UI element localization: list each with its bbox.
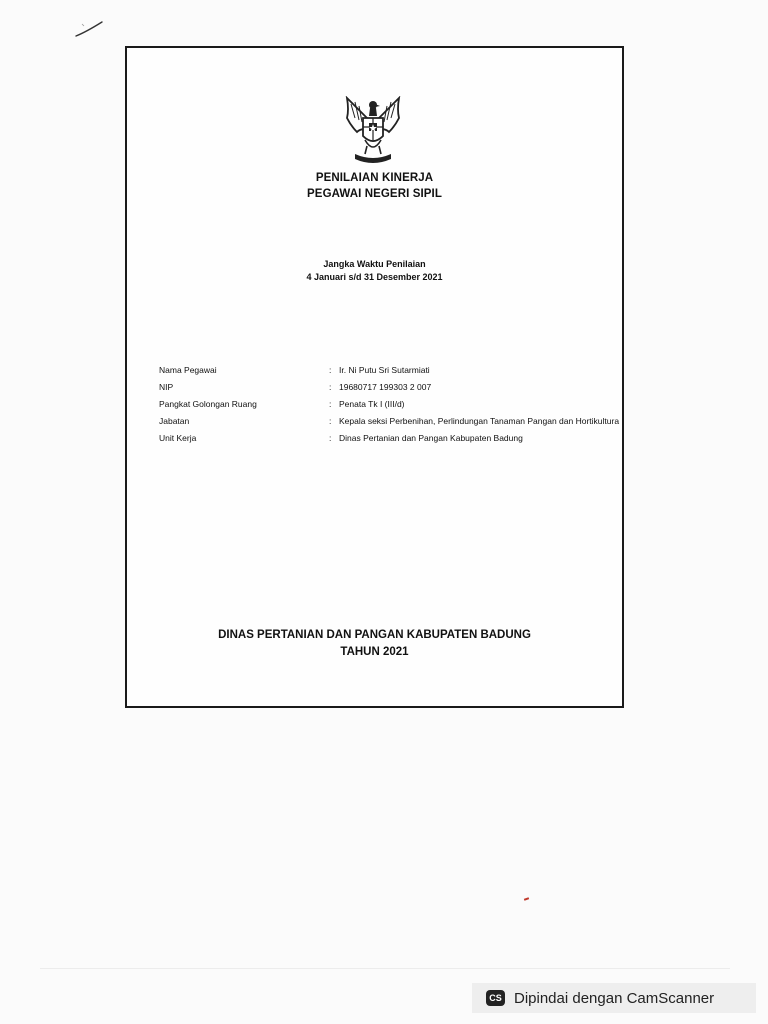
field-value: Dinas Pertanian dan Pangan Kabupaten Badung [339, 433, 523, 443]
info-row-unit-kerja [159, 433, 621, 450]
camscanner-watermark-text: Dipindai dengan CamScanner [514, 989, 715, 1007]
scan-edge-line [40, 968, 730, 969]
field-label: Jabatan [159, 416, 190, 426]
info-row-nip [159, 382, 621, 399]
field-colon: : [329, 416, 332, 426]
field-label: Unit Kerja [159, 433, 197, 443]
field-label: NIP [159, 382, 174, 392]
info-row-jabatan [159, 416, 621, 433]
info-row-nama [159, 365, 621, 382]
garuda-emblem-icon [341, 96, 405, 168]
pen-stroke-mark [72, 16, 108, 40]
field-colon: : [329, 365, 332, 375]
field-value: Ir. Ni Putu Sri Sutarmiati [339, 365, 430, 375]
field-colon: : [329, 399, 332, 409]
camscanner-watermark [472, 983, 756, 1013]
document-subtitle: PEGAWAI NEGERI SIPIL [307, 188, 442, 200]
document-frame [125, 46, 624, 708]
field-value: Penata Tk I (III/d) [339, 399, 405, 409]
document-year: TAHUN 2021 [340, 646, 409, 658]
document-title: PENILAIAN KINERJA [315, 172, 434, 184]
camscanner-logo-icon: CS [486, 990, 505, 1006]
field-value: 19680717 199303 2 007 [339, 382, 432, 392]
period-label: Jangka Waktu Penilaian [323, 259, 426, 269]
info-row-pangkat [159, 399, 621, 416]
field-value: Kepala seksi Perbenihan, Perlindungan Tanaman Pangan dan Hortikultura [339, 416, 620, 426]
red-speck-mark [524, 897, 529, 901]
field-colon: : [329, 382, 332, 392]
institution-name: DINAS PERTANIAN DAN PANGAN KABUPATEN BADUNG [218, 629, 531, 641]
field-colon: : [329, 433, 332, 443]
field-label: Pangkat Golongan Ruang [159, 399, 257, 409]
field-label: Nama Pegawai [159, 365, 217, 375]
employee-info-table [159, 365, 621, 450]
period-value: 4 Januari s/d 31 Desember 2021 [306, 272, 443, 282]
